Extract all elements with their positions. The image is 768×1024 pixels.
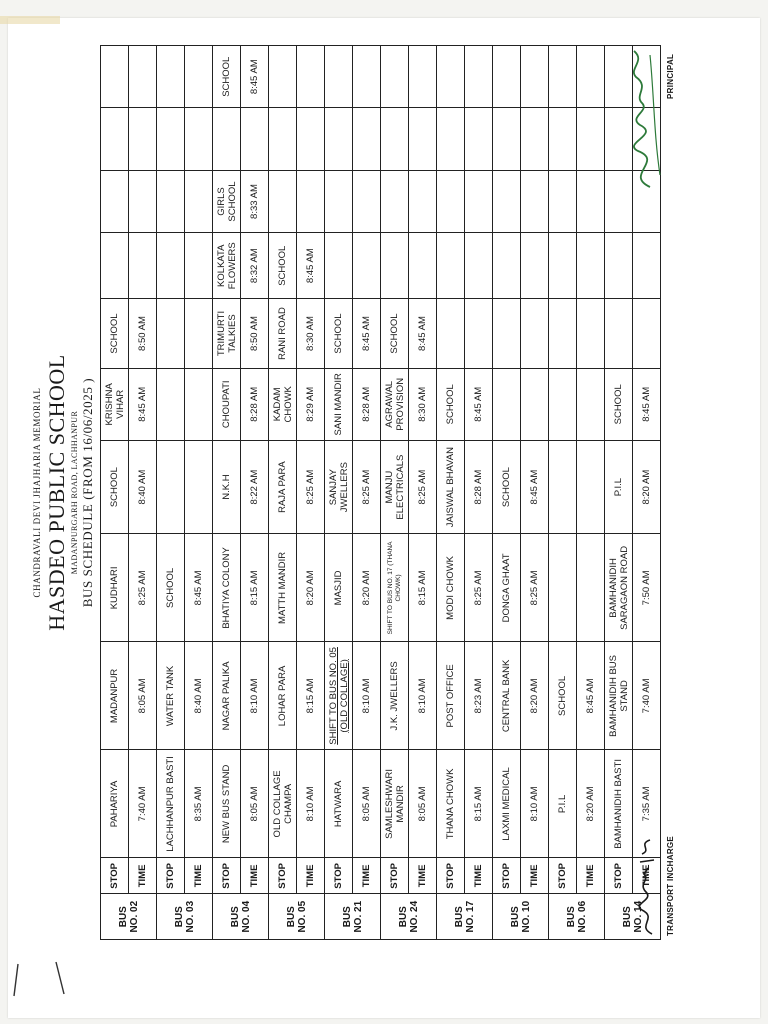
- bus-label: BUS: [341, 906, 353, 928]
- stop-name-cell: WATER TANK: [157, 642, 185, 750]
- stop-name-cell: [101, 170, 129, 232]
- stop-name-cell: PAHARIYA: [101, 750, 129, 858]
- stop-name-cell: SCHOOL: [493, 440, 521, 534]
- bus-label: BUS: [173, 906, 185, 928]
- stop-name-cell: N.K.H: [213, 440, 241, 534]
- stop-time-cell: 8:15 AM: [297, 642, 325, 750]
- stop-label-cell: STOP: [493, 858, 521, 894]
- stop-name-cell: SCHOOL: [213, 46, 241, 108]
- stop-name-cell: SCHOOL: [101, 440, 129, 534]
- stop-time-cell: 8:20 AM: [521, 642, 549, 750]
- bus-number-cell: [269, 894, 325, 940]
- stop-name-cell: SCHOOL: [549, 642, 577, 750]
- stop-name-cell: P.I.L: [605, 440, 633, 534]
- stop-time-cell: [577, 299, 605, 369]
- bus-time-row: [409, 46, 437, 940]
- bus-time-row: [577, 46, 605, 940]
- paper-fold-mark: [0, 16, 60, 24]
- bus-time-row: [129, 46, 157, 940]
- stop-time-cell: [577, 233, 605, 299]
- stop-time-cell: [577, 108, 605, 170]
- stop-name-cell: POST OFFICE: [437, 642, 465, 750]
- stop-name-cell: SCHOOL: [157, 534, 185, 642]
- stop-time-cell: 8:25 AM: [521, 534, 549, 642]
- stop-time-cell: 8:10 AM: [353, 642, 381, 750]
- stop-time-cell: 8:20 AM: [633, 440, 661, 534]
- stop-time-cell: 8:50 AM: [241, 299, 269, 369]
- stop-name-cell: KOLKATA FLOWERS: [213, 233, 241, 299]
- stop-name-cell: AGRAWAL PROVISION: [381, 368, 409, 440]
- bus-number: NO. 03: [184, 900, 196, 933]
- stop-time-cell: [185, 299, 213, 369]
- time-label-cell: TIME: [129, 858, 157, 894]
- stop-time-cell: [409, 108, 437, 170]
- stop-time-cell: [577, 368, 605, 440]
- stop-name-cell: LOHAR PARA: [269, 642, 297, 750]
- time-label-cell: TIME: [353, 858, 381, 894]
- stop-time-cell: 8:45 AM: [241, 46, 269, 108]
- bus-number: NO. 14: [632, 900, 644, 933]
- stop-name-cell: SCHOOL: [325, 299, 353, 369]
- stop-time-cell: 8:05 AM: [353, 750, 381, 858]
- stop-name-cell: THANA CHOWK: [437, 750, 465, 858]
- stop-time-cell: 8:25 AM: [297, 440, 325, 534]
- stop-name-cell: [437, 108, 465, 170]
- stop-time-cell: [185, 368, 213, 440]
- bus-schedule-table: [100, 45, 661, 940]
- bus-number: NO. 02: [128, 900, 140, 933]
- bus-number-cell: [493, 894, 549, 940]
- stop-name-cell: [157, 233, 185, 299]
- stop-time-cell: 8:22 AM: [241, 440, 269, 534]
- stop-time-cell: [465, 46, 493, 108]
- stop-time-cell: 8:45 AM: [465, 368, 493, 440]
- stop-name-cell: DONGA GHAAT: [493, 534, 521, 642]
- bus-stop-row: [213, 46, 241, 940]
- stop-name-cell: [605, 299, 633, 369]
- stop-name-cell: [157, 368, 185, 440]
- stop-name-cell: [437, 170, 465, 232]
- stop-time-cell: 8:10 AM: [409, 642, 437, 750]
- bus-number-cell: [325, 894, 381, 940]
- stop-name-cell: [269, 170, 297, 232]
- stop-name-cell: HATWARA: [325, 750, 353, 858]
- bus-schedule-sheet: [30, 45, 680, 940]
- time-label-cell: TIME: [409, 858, 437, 894]
- bus-label: BUS: [621, 906, 633, 928]
- stop-time-cell: [521, 46, 549, 108]
- bus-number: NO. 17: [464, 900, 476, 933]
- stop-time-cell: 8:45 AM: [353, 299, 381, 369]
- stop-name-cell: [157, 46, 185, 108]
- stop-name-cell: [493, 368, 521, 440]
- stop-time-cell: [577, 440, 605, 534]
- stop-name-cell: [493, 299, 521, 369]
- stop-time-cell: 8:45 AM: [577, 642, 605, 750]
- stop-time-cell: [129, 170, 157, 232]
- stop-name-cell: [493, 108, 521, 170]
- stop-name-cell: [437, 46, 465, 108]
- stop-name-cell: [157, 440, 185, 534]
- time-label-cell: TIME: [465, 858, 493, 894]
- stop-time-cell: [633, 299, 661, 369]
- bus-label: BUS: [285, 906, 297, 928]
- schedule-body: [101, 46, 661, 940]
- stop-time-cell: [521, 233, 549, 299]
- stop-name-cell: [157, 108, 185, 170]
- stop-time-cell: 7:40 AM: [129, 750, 157, 858]
- stop-name-cell: [493, 233, 521, 299]
- stop-name-cell: [549, 233, 577, 299]
- stop-name-cell: MATTH MANDIR: [269, 534, 297, 642]
- memorial-line: CHANDRAVALI DEVI JHAJHARIA MEMORIAL: [32, 387, 42, 598]
- school-name: HASDEO PUBLIC SCHOOL: [44, 354, 69, 631]
- stop-time-cell: 8:45 AM: [129, 368, 157, 440]
- stop-time-cell: [521, 368, 549, 440]
- stop-time-cell: [353, 108, 381, 170]
- stop-time-cell: [241, 108, 269, 170]
- bus-number: NO. 04: [240, 900, 252, 933]
- bus-label: BUS: [229, 906, 241, 928]
- stop-time-cell: [185, 233, 213, 299]
- stop-time-cell: 8:45 AM: [409, 299, 437, 369]
- stop-time-cell: 8:05 AM: [129, 642, 157, 750]
- shift-note: SHIFT TO BUS NO. 17 (THANA CHOWK): [386, 541, 402, 635]
- stop-time-cell: 7:35 AM: [633, 750, 661, 858]
- stop-time-cell: 8:28 AM: [353, 368, 381, 440]
- stop-name-cell: [325, 642, 353, 750]
- time-label-cell: TIME: [241, 858, 269, 894]
- bus-label: BUS: [397, 906, 409, 928]
- stop-name-cell: SCHOOL: [101, 299, 129, 369]
- stop-name-cell: [549, 170, 577, 232]
- stop-time-cell: 8:10 AM: [297, 750, 325, 858]
- bus-time-row: [297, 46, 325, 940]
- bus-number-cell: [437, 894, 493, 940]
- stop-time-cell: 8:05 AM: [241, 750, 269, 858]
- stop-time-cell: [353, 46, 381, 108]
- stop-name-cell: MANJU ELECTRICALS: [381, 440, 409, 534]
- stop-time-cell: 8:20 AM: [577, 750, 605, 858]
- bus-number-cell: [381, 894, 437, 940]
- stop-time-cell: [465, 170, 493, 232]
- stop-time-cell: [521, 170, 549, 232]
- stop-name-cell: BHATIYA COLONY: [213, 534, 241, 642]
- stop-time-cell: 8:10 AM: [241, 642, 269, 750]
- stop-name-cell: NEW BUS STAND: [213, 750, 241, 858]
- stop-name-cell: SCHOOL: [381, 299, 409, 369]
- bus-time-row: [241, 46, 269, 940]
- stop-name-cell: [269, 46, 297, 108]
- stop-time-cell: 8:50 AM: [129, 299, 157, 369]
- stop-name-cell: BAMHANIDIH BUS STAND: [605, 642, 633, 750]
- stop-name-cell: SANJAY JWELLERS: [325, 440, 353, 534]
- stop-time-cell: [409, 233, 437, 299]
- stop-time-cell: [353, 233, 381, 299]
- stop-name-cell: [549, 46, 577, 108]
- stop-name-cell: [101, 233, 129, 299]
- stop-name-cell: [213, 108, 241, 170]
- stop-time-cell: [577, 534, 605, 642]
- stop-time-cell: 8:28 AM: [465, 440, 493, 534]
- time-label-cell: TIME: [521, 858, 549, 894]
- stop-time-cell: 8:45 AM: [633, 368, 661, 440]
- stop-name-cell: [381, 46, 409, 108]
- stop-time-cell: 8:05 AM: [409, 750, 437, 858]
- bus-time-row: [353, 46, 381, 940]
- bus-stop-row: [157, 46, 185, 940]
- time-label-cell: TIME: [633, 858, 661, 894]
- bus-number: NO. 24: [408, 900, 420, 933]
- stop-time-cell: [409, 46, 437, 108]
- bus-stop-row: [269, 46, 297, 940]
- stop-name-cell: JAISWAL BHAVAN: [437, 440, 465, 534]
- bus-number-cell: [549, 894, 605, 940]
- stop-label-cell: STOP: [157, 858, 185, 894]
- document-header: [30, 45, 96, 940]
- stop-time-cell: [521, 299, 549, 369]
- stop-name-cell: [605, 233, 633, 299]
- stop-time-cell: [353, 170, 381, 232]
- stop-name-cell: [493, 46, 521, 108]
- bus-number: NO. 10: [520, 900, 532, 933]
- bus-time-row: [185, 46, 213, 940]
- stop-time-cell: [577, 170, 605, 232]
- stop-time-cell: 8:25 AM: [129, 534, 157, 642]
- school-address: MADANPURGARH ROAD, LACHHANPUR: [70, 410, 79, 575]
- stop-time-cell: 8:32 AM: [241, 233, 269, 299]
- bus-stop-row: [437, 46, 465, 940]
- stop-time-cell: 8:33 AM: [241, 170, 269, 232]
- stop-name-cell: MODI CHOWK: [437, 534, 465, 642]
- stop-time-cell: 8:30 AM: [409, 368, 437, 440]
- bus-number-cell: [157, 894, 213, 940]
- stop-name-cell: BAMHANIDIH BASTI: [605, 750, 633, 858]
- stop-label-cell: STOP: [325, 858, 353, 894]
- stop-name-cell: OLD COLLAGE CHAMPA: [269, 750, 297, 858]
- stop-name-cell: LAXMI MEDICAL: [493, 750, 521, 858]
- stop-name-cell: BAMHANIDIH SARAGAON ROAD: [605, 534, 633, 642]
- bus-number-cell: [213, 894, 269, 940]
- stop-name-cell: KUDHARI: [101, 534, 129, 642]
- stop-label-cell: STOP: [101, 858, 129, 894]
- principal-signature-block: [620, 45, 680, 195]
- stop-time-cell: 8:28 AM: [241, 368, 269, 440]
- transport-incharge-signature-block: [628, 820, 678, 940]
- stop-name-cell: RAJA PARA: [269, 440, 297, 534]
- stop-name-cell: [381, 534, 409, 642]
- stop-time-cell: 8:10 AM: [521, 750, 549, 858]
- stop-name-cell: SCHOOL: [269, 233, 297, 299]
- bus-number: NO. 06: [576, 900, 588, 933]
- stop-time-cell: [129, 46, 157, 108]
- bus-stop-row: [325, 46, 353, 940]
- stop-time-cell: [297, 170, 325, 232]
- stop-name-cell: [157, 170, 185, 232]
- stop-time-cell: 8:45 AM: [521, 440, 549, 534]
- stop-time-cell: 8:35 AM: [185, 750, 213, 858]
- bus-time-row: [465, 46, 493, 940]
- stop-name-cell: [549, 534, 577, 642]
- stop-time-cell: 8:40 AM: [185, 642, 213, 750]
- stop-name-cell: KRISHNA VIHAR: [101, 368, 129, 440]
- schedule-title: BUS SCHEDULE (FROM 16/06/2025 ): [80, 377, 95, 608]
- stop-name-cell: GIRLS SCHOOL: [213, 170, 241, 232]
- stop-time-cell: [577, 46, 605, 108]
- stop-time-cell: [129, 233, 157, 299]
- stop-name-cell: [325, 233, 353, 299]
- stop-name-cell: [437, 299, 465, 369]
- stop-name-cell: [549, 440, 577, 534]
- stop-name-cell: [325, 46, 353, 108]
- stop-name-cell: CENTRAL BANK: [493, 642, 521, 750]
- stop-name-cell: [493, 170, 521, 232]
- stop-time-cell: 8:20 AM: [297, 534, 325, 642]
- stop-time-cell: [465, 299, 493, 369]
- time-label-cell: TIME: [577, 858, 605, 894]
- transport-incharge-label: TRANSPORT INCHARGE: [666, 835, 675, 936]
- stop-time-cell: 8:25 AM: [409, 440, 437, 534]
- stop-time-cell: 8:45 AM: [185, 534, 213, 642]
- stop-name-cell: LACHHANPUR BASTI: [157, 750, 185, 858]
- stop-label-cell: STOP: [549, 858, 577, 894]
- stop-time-cell: [465, 108, 493, 170]
- stop-time-cell: 8:29 AM: [297, 368, 325, 440]
- stop-time-cell: [129, 108, 157, 170]
- stop-name-cell: KADAM CHOWK: [269, 368, 297, 440]
- bus-stop-row: [381, 46, 409, 940]
- stop-time-cell: [409, 170, 437, 232]
- stop-time-cell: 8:45 AM: [297, 233, 325, 299]
- bus-label: BUS: [565, 906, 577, 928]
- stop-time-cell: 8:15 AM: [241, 534, 269, 642]
- stop-time-cell: 8:23 AM: [465, 642, 493, 750]
- stop-time-cell: [185, 108, 213, 170]
- stop-name-cell: [101, 108, 129, 170]
- stop-time-cell: [633, 233, 661, 299]
- stop-label-cell: STOP: [381, 858, 409, 894]
- stop-name-cell: [325, 170, 353, 232]
- stop-name-cell: [157, 299, 185, 369]
- stop-name-cell: [549, 299, 577, 369]
- stop-name-cell: J.K. JWELLERS: [381, 642, 409, 750]
- principal-label: PRINCIPAL: [666, 53, 675, 99]
- time-label-cell: TIME: [297, 858, 325, 894]
- stop-time-cell: [297, 46, 325, 108]
- stop-name-cell: [101, 46, 129, 108]
- stop-name-cell: P.I.L: [549, 750, 577, 858]
- stop-time-cell: 7:50 AM: [633, 534, 661, 642]
- stop-name-cell: SCHOOL: [605, 368, 633, 440]
- stop-time-cell: 8:40 AM: [129, 440, 157, 534]
- stop-name-cell: TRIMURTI TALKIES: [213, 299, 241, 369]
- stop-time-cell: [185, 46, 213, 108]
- stop-time-cell: 8:20 AM: [353, 534, 381, 642]
- bus-stop-row: [549, 46, 577, 940]
- stop-name-cell: MASJID: [325, 534, 353, 642]
- stop-name-cell: SANI MANDIR: [325, 368, 353, 440]
- stop-label-cell: STOP: [437, 858, 465, 894]
- stop-label-cell: STOP: [269, 858, 297, 894]
- shift-note: SHIFT TO BUS NO. 05 (OLD COLLAGE): [327, 647, 350, 745]
- stop-name-cell: [549, 108, 577, 170]
- stop-name-cell: CHOUPATI: [213, 368, 241, 440]
- time-label-cell: TIME: [185, 858, 213, 894]
- stop-name-cell: MADANPUR: [101, 642, 129, 750]
- stop-time-cell: 8:25 AM: [353, 440, 381, 534]
- stop-name-cell: SCHOOL: [437, 368, 465, 440]
- bus-stop-row: [101, 46, 129, 940]
- stop-name-cell: [269, 108, 297, 170]
- stop-name-cell: [381, 170, 409, 232]
- stop-label-cell: STOP: [605, 858, 633, 894]
- stop-time-cell: 8:30 AM: [297, 299, 325, 369]
- bus-number-cell: [101, 894, 157, 940]
- bus-number: NO. 21: [352, 900, 364, 933]
- stop-time-cell: 8:15 AM: [409, 534, 437, 642]
- stop-name-cell: [325, 108, 353, 170]
- bus-label: BUS: [453, 906, 465, 928]
- stop-time-cell: [521, 108, 549, 170]
- stop-name-cell: SAMLESHWARI MANDIR: [381, 750, 409, 858]
- stop-time-cell: [185, 170, 213, 232]
- stop-time-cell: 8:25 AM: [465, 534, 493, 642]
- bus-label: BUS: [117, 906, 129, 928]
- bus-label: BUS: [509, 906, 521, 928]
- margin-pen-marks: [8, 960, 88, 1000]
- stop-name-cell: [381, 233, 409, 299]
- stop-name-cell: RANI ROAD: [269, 299, 297, 369]
- stop-time-cell: 8:15 AM: [465, 750, 493, 858]
- stop-time-cell: 7:40 AM: [633, 642, 661, 750]
- stop-time-cell: [185, 440, 213, 534]
- stop-name-cell: NAGAR PALIKA: [213, 642, 241, 750]
- stop-name-cell: [549, 368, 577, 440]
- stop-time-cell: [297, 108, 325, 170]
- stop-name-cell: [437, 233, 465, 299]
- bus-stop-row: [493, 46, 521, 940]
- stop-label-cell: STOP: [213, 858, 241, 894]
- bus-number: NO. 05: [296, 900, 308, 933]
- stop-time-cell: [465, 233, 493, 299]
- bus-time-row: [521, 46, 549, 940]
- principal-signature-graphic: [620, 45, 670, 195]
- stop-name-cell: [381, 108, 409, 170]
